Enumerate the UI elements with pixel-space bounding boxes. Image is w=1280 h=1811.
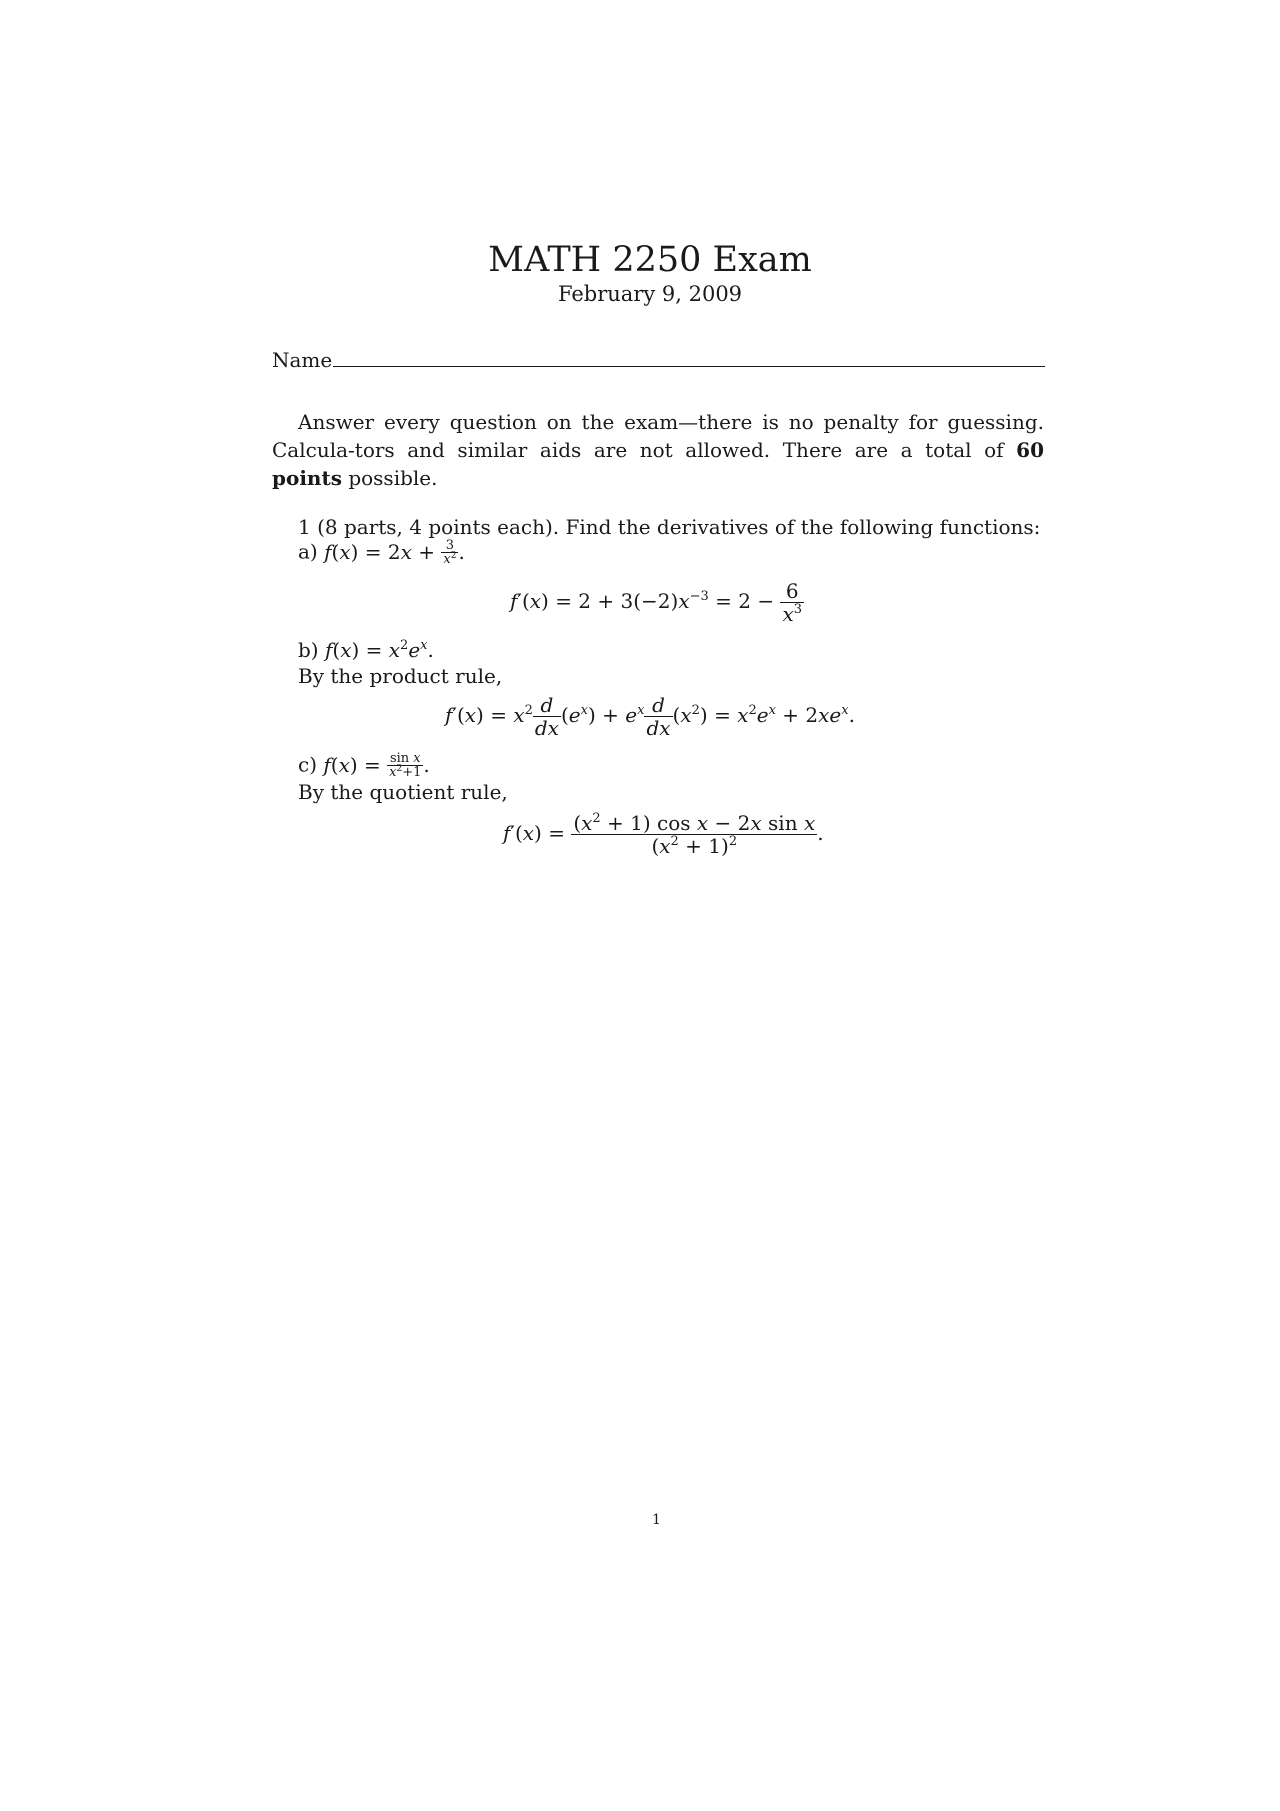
instructions-points-bold: 60 points: [272, 438, 1044, 490]
fraction: $\frac{\text{sin x}}{x^2+1}$: [389, 751, 422, 780]
part-c-intro: By the quotient rule,: [298, 780, 508, 804]
part-b-label: b): [298, 638, 319, 662]
part-b-solution: $f'(x) = x^2$ $\frac{d}{dx}$ $(e^x) + e^x$ $\frac{d}{dx}$ $(x^2) = x^2e^x + 2xe^x$.: [445, 693, 855, 740]
question-1-prompt: 1 (8 parts, 4 points each). Find the derivatives of the following functions:: [298, 515, 1041, 539]
part-b-function: $f(x) = x^2e^x$.: [324, 638, 434, 662]
part-b-statement: [298, 638, 434, 662]
page-title: MATH 2250 Exam: [488, 240, 812, 280]
part-c-statement: [298, 752, 430, 780]
part-a-statement: [298, 539, 465, 567]
part-a-function: f(x) = 2x + $\frac{3}{x^2}$ .: [324, 538, 465, 567]
fraction: $\frac{(x^2 + 1) \cos x - 2x \sin x}{(x^2 + 1)^2}$: [573, 811, 816, 858]
part-a-label: a): [298, 539, 318, 564]
exam-date: February 9, 2009: [557, 282, 743, 306]
name-label: Name: [272, 348, 333, 372]
instructions-paragraph: [272, 408, 1044, 492]
part-c-function: f(x) = $\frac{\text{sin x}}{x^2+1}$ .: [323, 751, 430, 780]
fraction: $\frac{3}{x^2}$: [443, 538, 457, 567]
fraction: $\frac{6}{x^3}$: [782, 579, 803, 626]
fraction: $\frac{d}{dx}$: [534, 693, 559, 740]
part-c-label: c): [298, 752, 318, 777]
part-b-intro: By the product rule,: [298, 664, 503, 688]
part-a-solution: $f'(x) = 2 + 3(-2)x^{-3} = 2$ − $\frac{6}{x^3}$: [510, 579, 803, 626]
instructions-text: Answer every question on the exam—there is no penalty for guessing. Calcula-tors and similar aids are not allowed. There are a total of: [272, 410, 1044, 462]
fraction: $\frac{d}{dx}$: [646, 693, 671, 740]
instructions-text-end: possible.: [348, 466, 438, 490]
page-number: 1: [652, 1512, 661, 1528]
part-c-solution: f′(x) = $\frac{(x^2 + 1) \cos x - 2x \sin x}{(x^2 + 1)^2}$ .: [503, 811, 824, 858]
name-blank-line: [333, 366, 1045, 367]
